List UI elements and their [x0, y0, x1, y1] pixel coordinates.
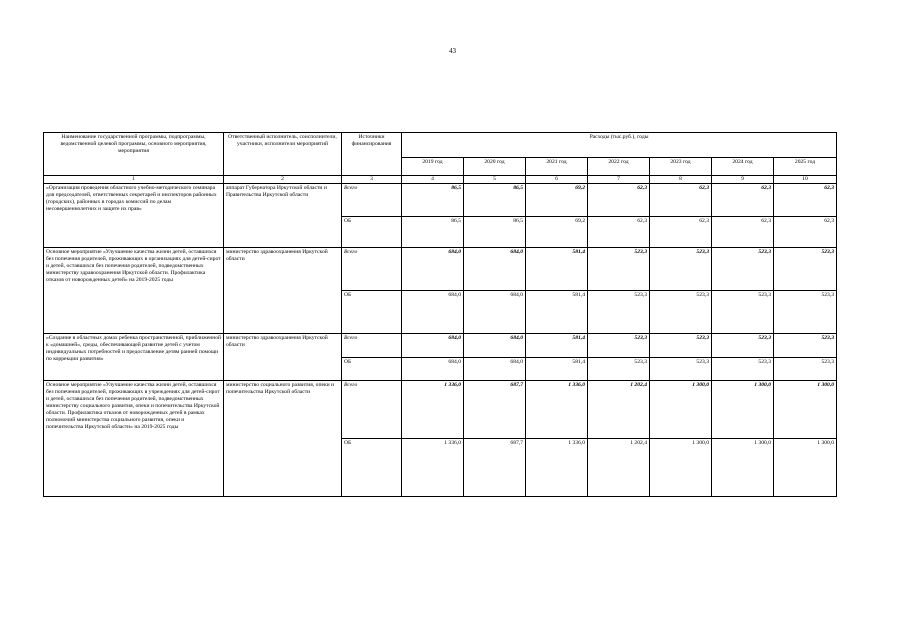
total-value: 62,3 [588, 184, 650, 217]
ob-value: 684,0 [402, 291, 464, 334]
column-index: 3 [342, 176, 402, 184]
executor: министерство здравоохранения Иркутской области [224, 248, 342, 334]
column-index: 6 [526, 176, 588, 184]
header-year: 2020 год [464, 158, 526, 176]
total-value: 523,3 [712, 248, 774, 291]
header-expenses: Расходы (тыс.руб.), годы [402, 133, 837, 158]
table-row [44, 248, 837, 291]
total-value: 523,3 [650, 248, 712, 291]
source-total-label: Всего [342, 248, 402, 291]
column-index: 2 [224, 176, 342, 184]
ob-value: 687,7 [464, 439, 526, 497]
column-index: 7 [588, 176, 650, 184]
ob-value: 1 300,0 [650, 439, 712, 497]
ob-value: 1 300,0 [774, 439, 837, 497]
total-value: 1 300,0 [774, 381, 837, 439]
header-year: 2024 год [712, 158, 774, 176]
total-value: 1 300,0 [650, 381, 712, 439]
total-value: 1 336,0 [402, 381, 464, 439]
table-row [44, 334, 837, 358]
column-index: 10 [774, 176, 837, 184]
ob-value: 523,3 [774, 291, 837, 334]
executor: аппарат Губернатора Иркутской области и Правительства Иркутской области [224, 184, 342, 248]
column-index-row [44, 176, 837, 184]
total-value: 684,0 [464, 334, 526, 358]
ob-value: 1 336,0 [402, 439, 464, 497]
ob-value: 523,3 [774, 358, 837, 381]
total-value: 523,3 [650, 334, 712, 358]
ob-value: 523,3 [588, 291, 650, 334]
ob-value: 86,5 [464, 217, 526, 248]
ob-value: 62,3 [588, 217, 650, 248]
total-value: 523,3 [774, 334, 837, 358]
source-ob-label: ОБ [342, 439, 402, 497]
ob-value: 684,0 [464, 358, 526, 381]
ob-value: 523,3 [712, 358, 774, 381]
table-row [44, 381, 837, 439]
ob-value: 62,3 [774, 217, 837, 248]
column-index: 9 [712, 176, 774, 184]
total-value: 1 300,0 [712, 381, 774, 439]
source-ob-label: ОБ [342, 358, 402, 381]
column-index: 4 [402, 176, 464, 184]
total-value: 581,4 [526, 248, 588, 291]
source-ob-label: ОБ [342, 291, 402, 334]
ob-value: 684,0 [464, 291, 526, 334]
total-value: 1 202,4 [588, 381, 650, 439]
header-year: 2021 год [526, 158, 588, 176]
total-value: 684,0 [464, 248, 526, 291]
ob-value: 1 300,0 [712, 439, 774, 497]
total-value: 523,3 [712, 334, 774, 358]
source-total-label: Всего [342, 334, 402, 358]
total-value: 523,3 [774, 248, 837, 291]
ob-value: 1 336,0 [526, 439, 588, 497]
column-index: 1 [44, 176, 224, 184]
activity-name: «Организация проведения областного учебно-методического семинара для председателей, ответственных секретарей и инспекторов районных (городских), районных в городах комиссий по делам несовершеннолетних и защите их прав» [44, 184, 224, 248]
header-sources: Источники финансирования [342, 133, 402, 176]
header-name: Наименование государственной программы, подпрограммы, ведомственной целевой программы, основного мероприятия, мероприятия [44, 133, 224, 176]
ob-value: 581,4 [526, 291, 588, 334]
header-year: 2022 год [588, 158, 650, 176]
ob-value: 1 202,4 [588, 439, 650, 497]
total-value: 684,0 [402, 334, 464, 358]
ob-value: 523,3 [650, 291, 712, 334]
column-index: 5 [464, 176, 526, 184]
executor: министерство здравоохранения Иркутской области [224, 334, 342, 381]
header-executor: Ответственный исполнитель, соисполнители, участники, исполнители мероприятий [224, 133, 342, 176]
activity-name: Основное мероприятие «Улучшение качества жизни детей, оставшихся без попечения родителей, проживающих в организациях для детей-сирот и детей, оставшихся без попечения родителей, подведомственных министерству здравоохранения Иркутской области. Профилактика отказов от новорожденных детей» на 2019-2025 годы [44, 248, 224, 334]
header-year: 2025 год [774, 158, 837, 176]
budget-table [43, 132, 837, 497]
total-value: 581,4 [526, 334, 588, 358]
ob-value: 62,3 [650, 217, 712, 248]
total-value: 523,3 [588, 334, 650, 358]
header-year: 2023 год [650, 158, 712, 176]
ob-value: 684,0 [402, 358, 464, 381]
total-value: 687,7 [464, 381, 526, 439]
activity-name: «Создание в областных домах ребенка пространственной, приближенной к «домашней», среды, обеспечивающей развитие детей с учетом индивидуальных потребностей и предоставление детям ранней помощи по коррекции развития» [44, 334, 224, 381]
total-value: 86,5 [402, 184, 464, 217]
total-value: 523,3 [588, 248, 650, 291]
ob-value: 581,4 [526, 358, 588, 381]
header-year: 2019 год [402, 158, 464, 176]
ob-value: 523,3 [712, 291, 774, 334]
total-value: 62,3 [650, 184, 712, 217]
total-value: 86,5 [464, 184, 526, 217]
total-value: 62,3 [712, 184, 774, 217]
activity-name: Основное мероприятие «Улучшение качества жизни детей, оставшихся без попечения родителей, проживающих в учреждениях для детей-сирот и детей, оставшихся без попечения родителей, подведомственных министерству социального развития, опеки и попечительства Иркутской области. Профилактика отказов от новорожденных детей в рамках полномочий министерства социального развития, опеки и попечительства Иркутской области» на 2019-2025 годы [44, 381, 224, 497]
ob-value: 523,3 [650, 358, 712, 381]
column-index: 8 [650, 176, 712, 184]
total-value: 62,3 [774, 184, 837, 217]
total-value: 1 336,0 [526, 381, 588, 439]
source-total-label: Всего [342, 184, 402, 217]
ob-value: 86,5 [402, 217, 464, 248]
table-row [44, 184, 837, 217]
page-number: 43 [449, 47, 456, 55]
total-value: 69,2 [526, 184, 588, 217]
ob-value: 523,3 [588, 358, 650, 381]
ob-value: 62,3 [712, 217, 774, 248]
executor: министерство социального развития, опеки и попечительства Иркутской области [224, 381, 342, 497]
total-value: 684,0 [402, 248, 464, 291]
source-total-label: Всего [342, 381, 402, 439]
ob-value: 69,2 [526, 217, 588, 248]
source-ob-label: ОБ [342, 217, 402, 248]
